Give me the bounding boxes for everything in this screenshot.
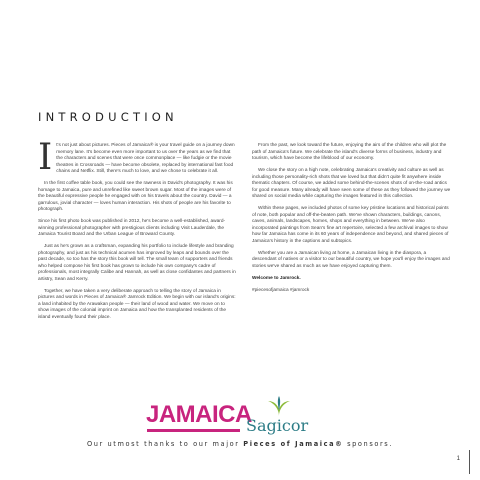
- paragraph-8: Within these pages, we included photos of some key pristine locations and historical points of note, both popular and off-the-beaten path. We've shown characters, buildings, canons, caves, animals, landscapes, homes, shops and everything in between. We've also incorporated paintings from Sean's fine art repertoire, selected a few archival images to show how far Jamaica has come in its 60 years of independence and beyond, and shared pieces of Jamaica's history in the captions and subtopics.: [252, 206, 449, 244]
- thanks-text-bold: Pieces of Jamaica®: [243, 440, 344, 448]
- thanks-text-post: sponsors.: [343, 440, 394, 448]
- jamaica-logo-text: JAMAICA: [146, 401, 252, 428]
- paragraph-1-text: t's not just about pictures. Pieces of Jamaica® is your travel guide on a journey down memory lane. It's become even more important to us over the years as we find that the characters and scenes that were once commonplace — like fudgie or the movie theatres in Crossroads — have become obsolete, replaced by international fast food chains and Netflix. Still, there's much to love, and we chose to celebrate it all.: [56, 143, 235, 174]
- right-column: [252, 143, 452, 300]
- paragraph-4: Just as he's grown as a craftsman, expanding his portfolio to include lifestyle and branding photography, and just as his technical acumen has improved by leaps and bounds over the past decade, so too has the story this book will tell. The small team of supporters and friends who helped compose his first book has grown to include his own company's cadre of professionals, most integrally Calibe and Hannah, as well as close confidantes and partners in artistry, Sean and Kerry.: [38, 244, 236, 282]
- page-number: 1: [456, 456, 460, 462]
- page-heading: INTRODUCTION: [38, 110, 178, 124]
- sagicor-leaf-icon: [265, 395, 293, 417]
- paragraph-5: Together, we have taken a very deliberate approach to telling the story of Jamaica in pictures and words in Pieces of Jamaica® Jamrock Edition. We begin with our island's origins: a land inhabited by the Arawakan people — their land of wood and water. We move on to show images of the colonial imprint on Jamaica and how the transplanted residents of the island eventually found their place.: [38, 288, 236, 320]
- paragraph-2: In the first coffee table book, you could see the rawness in David's photography. It was his homage to Jamaica, pure and unrefined like sweet brown sugar. Most of the images were of the beautiful expressive people he engaged with on his travels about the country. David — a garrulous, jovial character — loves human interaction. His shots of people are his favorite to photograph.: [38, 181, 233, 212]
- paragraph-1: [38, 137, 236, 178]
- paragraph-6: From the past, we look toward the future, enjoying the airs of the children who will plot the path of Jamaica's future. We celebrate the island's diverse forms of business, industry and tourism, which have become the lifeblood of our economy.: [252, 143, 447, 161]
- drop-cap: I: [38, 137, 53, 178]
- paragraph-3: Since his first photo book was published in 2012, he's become a well-established, award-winning professional photographer with prestigious clients including Visit Lauderdale, the Jamaica Tourist Board and the Urban League of Broward County.: [38, 219, 226, 237]
- paragraph-7: We close the story on a high note, celebrating Jamaica's creativity and culture as well as including those personality-rich shots that we loved but that didn't quite fit anywhere inside thematic chapters. Of course, we added some behind-the-scenes shots of on-the-road antics for good measure. Many already will have seen some of these as they followed the journey we shared on social media while capturing the images featured in this collection.: [252, 168, 451, 199]
- jamaica-sponsor-logo: [146, 401, 252, 429]
- thanks-text-pre: Our utmost thanks to our major: [86, 440, 244, 448]
- left-column: [38, 137, 236, 327]
- hashtags: #piecesofjamaica #jamrock: [252, 287, 310, 293]
- sponsor-thanks: [0, 440, 480, 448]
- sagicor-sponsor-logo: Sagicor: [246, 416, 309, 435]
- page-edge-bar: [469, 450, 470, 474]
- welcome-line: Welcome to Jamrock.: [252, 275, 301, 281]
- paragraph-9: Whether you are a Jamaican living at home, a Jamaican living in the diaspora, a descendant of natives or a visitor to our beautiful country, we hope you'll enjoy the images and stories we've shared as much as we have enjoyed capturing them.: [252, 250, 450, 269]
- jamaica-logo-underline: [147, 429, 240, 432]
